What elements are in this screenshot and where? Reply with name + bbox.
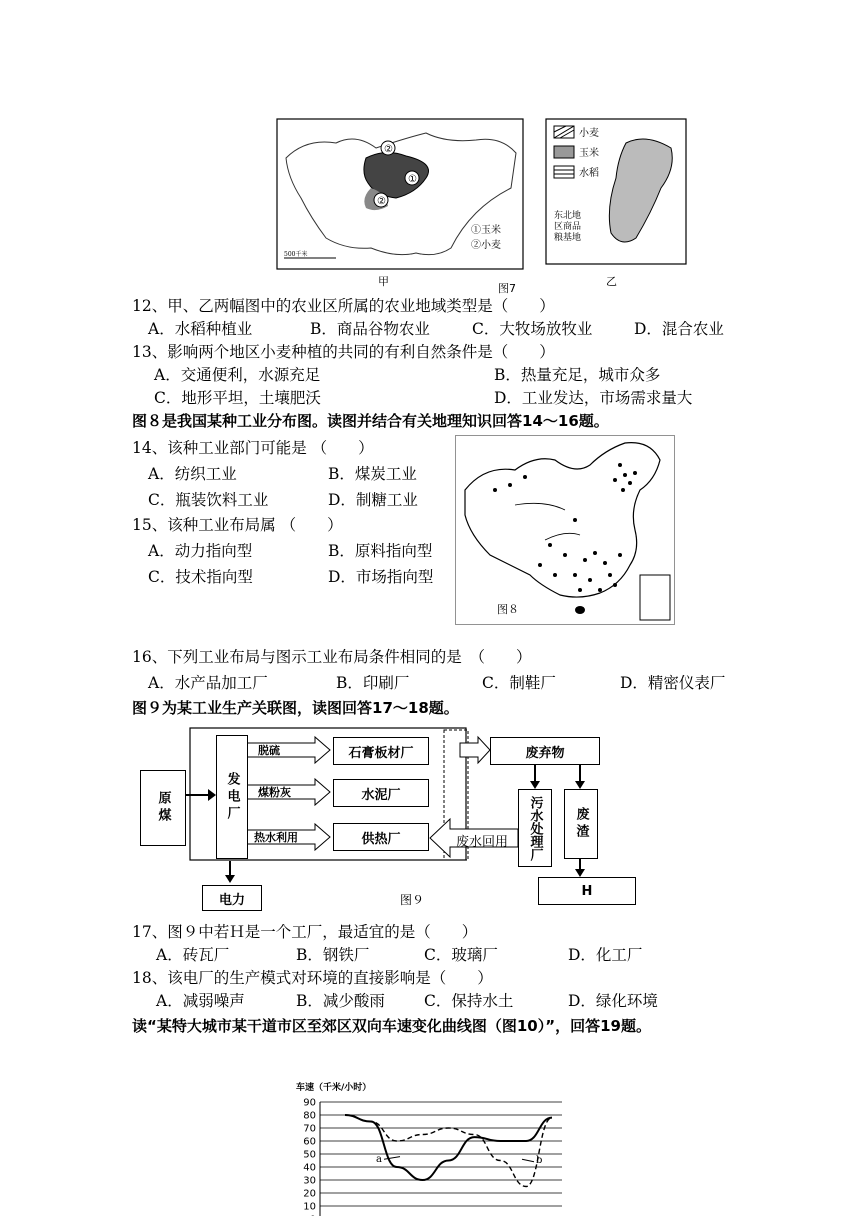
legend-b-wheat: 小麦: [579, 128, 599, 139]
legend-a-wheat: ②小麦: [471, 240, 501, 251]
intro-fig9: 图９为某工业生产关联图，读图回答17～18题。: [132, 699, 459, 717]
legend-b-corn: 玉米: [579, 148, 599, 159]
map-b-label: 乙: [606, 275, 617, 288]
intro-fig10: 读“某特大城市某干道市区至郊区双向车速变化曲线图（图10）”，回答19题。: [132, 1017, 651, 1035]
svg-text:区商品: 区商品: [554, 222, 582, 232]
q17-option-d[interactable]: D．化工厂: [568, 946, 643, 964]
svg-text:②: ②: [384, 144, 393, 155]
sewage-plant-box: 污水处理厂: [518, 789, 552, 867]
q18-option-d[interactable]: D．绿化环境: [568, 992, 658, 1010]
chart-y-label: 车速（千米/小时）: [296, 1083, 372, 1093]
y-tick-label: 50: [303, 1149, 316, 1161]
figure-8-caption: 图８: [497, 603, 519, 616]
q12-option-c[interactable]: C．大牧场放牧业: [472, 320, 593, 338]
intro-fig8: 图８是我国某种工业分布图。读图并结合有关地理知识回答14～16题。: [132, 412, 609, 430]
series-b-leader: [522, 1159, 534, 1162]
q12-option-b[interactable]: B．商品谷物农业: [310, 320, 430, 338]
q17-option-c[interactable]: C．玻璃厂: [424, 946, 498, 964]
electricity-box: 电力: [202, 885, 262, 911]
h-box: H: [538, 877, 636, 905]
map-a-label: 甲: [378, 275, 389, 288]
y-tick-label: 10: [303, 1201, 316, 1213]
y-tick-label: 70: [303, 1123, 316, 1135]
power-plant-box: 发电厂: [216, 735, 248, 859]
figure-7: [276, 118, 688, 295]
q18-option-c[interactable]: C．保持水土: [424, 992, 514, 1010]
arrow-hotwater: 热水利用: [254, 831, 298, 844]
y-tick-label: 80: [303, 1110, 316, 1122]
figure-9: [130, 725, 650, 915]
q13-option-b[interactable]: B．热量充足，城市众多: [494, 366, 661, 384]
y-tick-label: 20: [303, 1188, 316, 1200]
q16-option-b[interactable]: B．印刷厂: [336, 674, 410, 692]
q13-option-c[interactable]: C．地形平坦，土壤肥沃: [154, 389, 321, 407]
y-tick-label: 60: [303, 1136, 316, 1148]
figure-7-caption: 图7: [498, 282, 516, 295]
series-a-leader: [384, 1157, 400, 1160]
china-map: [455, 435, 675, 625]
q13-option-d[interactable]: D．工业发达，市场需求量大: [494, 389, 693, 407]
q18-option-a[interactable]: A．减弱噪声: [156, 992, 245, 1010]
y-tick-label: 30: [303, 1175, 316, 1187]
series-line-a: [345, 1115, 552, 1180]
arrow-flyash: 煤粉灰: [258, 786, 291, 799]
svg-text:①: ①: [408, 174, 417, 185]
q18-option-b[interactable]: B．减少酸雨: [296, 992, 385, 1010]
gypsum-board-plant: 石膏板材厂: [333, 737, 429, 765]
q17-stem: 17、图９中若Ｈ是一个工厂，最适宜的是（ ）: [132, 923, 478, 941]
speed-chart: [290, 1094, 580, 1216]
q13-option-a[interactable]: A．交通便利，水源充足: [154, 366, 321, 384]
series-label-a: a: [376, 1153, 382, 1165]
raw-coal-box: 原煤: [140, 770, 186, 846]
cement-plant: 水泥厂: [333, 779, 429, 807]
q12-option-a[interactable]: A．水稻种植业: [148, 320, 253, 338]
figure-8: [455, 435, 675, 625]
q15-option-d[interactable]: D．市场指向型: [328, 568, 434, 586]
q12-option-d[interactable]: D．混合农业: [634, 320, 724, 338]
q15-option-a[interactable]: A．动力指向型: [148, 542, 253, 560]
q17-option-b[interactable]: B．钢铁厂: [296, 946, 370, 964]
q18-stem: 18、该电厂的生产模式对环境的直接影响是（ ）: [132, 969, 493, 987]
svg-text:粮基地: 粮基地: [554, 233, 582, 243]
q16-stem: 16、下列工业布局与图示工业布局条件相同的是 （ ）: [132, 648, 532, 666]
figure-9-caption: 图９: [400, 893, 425, 907]
slag-box: 废渣: [564, 789, 598, 859]
q16-option-c[interactable]: C．制鞋厂: [482, 674, 556, 692]
q13-stem: 13、影响两个地区小麦种植的共同的有利自然条件是（ ）: [132, 343, 555, 361]
legend-b-rice: 水稻: [579, 168, 599, 179]
svg-text:东北地: 东北地: [554, 211, 582, 221]
map-a-scale: 500千米: [284, 251, 308, 258]
q14-option-d[interactable]: D．制糖工业: [328, 491, 418, 509]
q14-option-c[interactable]: C．瓶装饮料工业: [148, 491, 269, 509]
heating-plant: 供热厂: [333, 823, 429, 851]
q14-stem: 14、该种工业部门可能是 （ ）: [132, 439, 374, 457]
y-tick-label: 90: [303, 1097, 316, 1109]
q14-option-b[interactable]: B．煤炭工业: [328, 465, 417, 483]
y-tick-label: 40: [303, 1162, 316, 1174]
waste-box: 废弃物: [490, 737, 600, 765]
q16-option-a[interactable]: A．水产品加工厂: [148, 674, 268, 692]
q12-stem: 12、甲、乙两幅图中的农业区所属的农业地域类型是（ ）: [132, 297, 555, 315]
series-label-b: b: [536, 1155, 543, 1167]
arrow-desulfur: 脱硫: [258, 744, 280, 757]
q17-option-a[interactable]: A．砖瓦厂: [156, 946, 230, 964]
legend-a-corn: ①玉米: [471, 225, 501, 236]
svg-text:②: ②: [377, 196, 386, 207]
wastewater-reuse-label: 废水回用: [456, 835, 509, 850]
q16-option-d[interactable]: D．精密仪表厂: [620, 674, 726, 692]
q14-option-a[interactable]: A．纺织工业: [148, 465, 237, 483]
q15-option-c[interactable]: C．技术指向型: [148, 568, 253, 586]
q15-option-b[interactable]: B．原料指向型: [328, 542, 433, 560]
q15-stem: 15、该种工业布局属 （ ）: [132, 516, 343, 534]
figure-7-maps: [276, 118, 688, 290]
